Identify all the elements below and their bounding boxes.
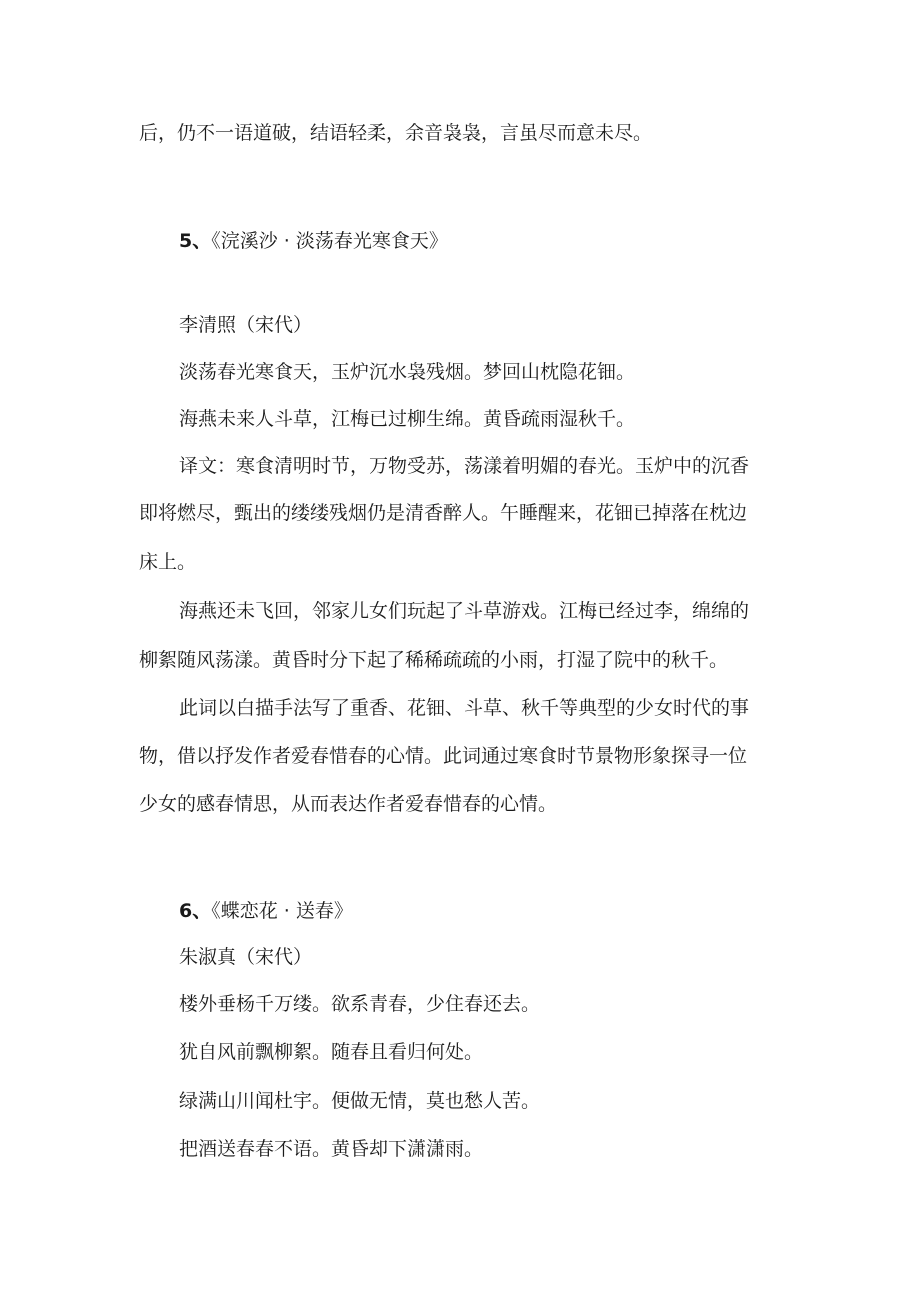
poem5-analysis-line-3: 少女的感春情思，从而表达作者爱春惜春的心情。 [139,793,558,815]
poem6-line-4: 把酒送春春不语。黄昏却下潇潇雨。 [179,1138,484,1160]
poem6-line-3: 绿满山川闻杜宇。便做无情，莫也愁人苦。 [179,1090,541,1112]
poem6-title: 《蝶恋花 · 送春》 [211,900,353,922]
poem5-translation2-line-1: 海燕还未飞回，邻家儿女们玩起了斗草游戏。江梅已经过李，绵绵的 [179,600,750,622]
poem5-line-2: 海燕未来人斗草，江梅已过柳生绵。黄昏疏雨湿秋千。 [179,408,636,430]
poem5-line-1: 淡荡春光寒食天，玉炉沉水袅残烟。梦回山枕隐花钿。 [179,361,636,383]
poem5-number: 5、 [179,230,212,252]
poem5-analysis-line-1: 此词以白描手法写了重香、花钿、斗草、秋千等典型的少女时代的事 [179,697,750,719]
poem5-translation2-line-2: 柳絮随风荡漾。黄昏时分下起了稀稀疏疏的小雨，打湿了院中的秋千。 [139,649,729,671]
poem6-number: 6、 [179,900,212,922]
poem6-author: 朱淑真（宋代） [179,946,313,968]
poem6-line-1: 楼外垂杨千万缕。欲系青春，少住春还去。 [179,993,541,1015]
poem5-translation-line-2: 即将燃尽，甄出的缕缕残烟仍是清香醉人。午睡醒来，花钿已掉落在枕边 [139,502,748,524]
poem5-title: 《浣溪沙 · 淡荡春光寒食天》 [211,230,448,252]
poem5-analysis-line-2: 物，借以抒发作者爱春惜春的心情。此词通过寒食时节景物形象探寻一位 [139,745,748,767]
poem6-heading [0,896,920,926]
poem5-author: 李清照（宋代） [179,314,313,336]
poem5-translation-line-1: 译文：寒食清明时节，万物受苏，荡漾着明媚的春光。玉炉中的沉香 [179,455,750,477]
intro-tail-text: 后，仍不一语道破，结语轻柔，余音袅袅，言虽尽而意未尽。 [139,122,653,144]
poem6-line-2: 犹自风前飘柳絮。随春且看归何处。 [179,1041,484,1063]
poem5-heading [0,226,920,256]
poem5-translation-line-3: 床上。 [139,551,197,573]
